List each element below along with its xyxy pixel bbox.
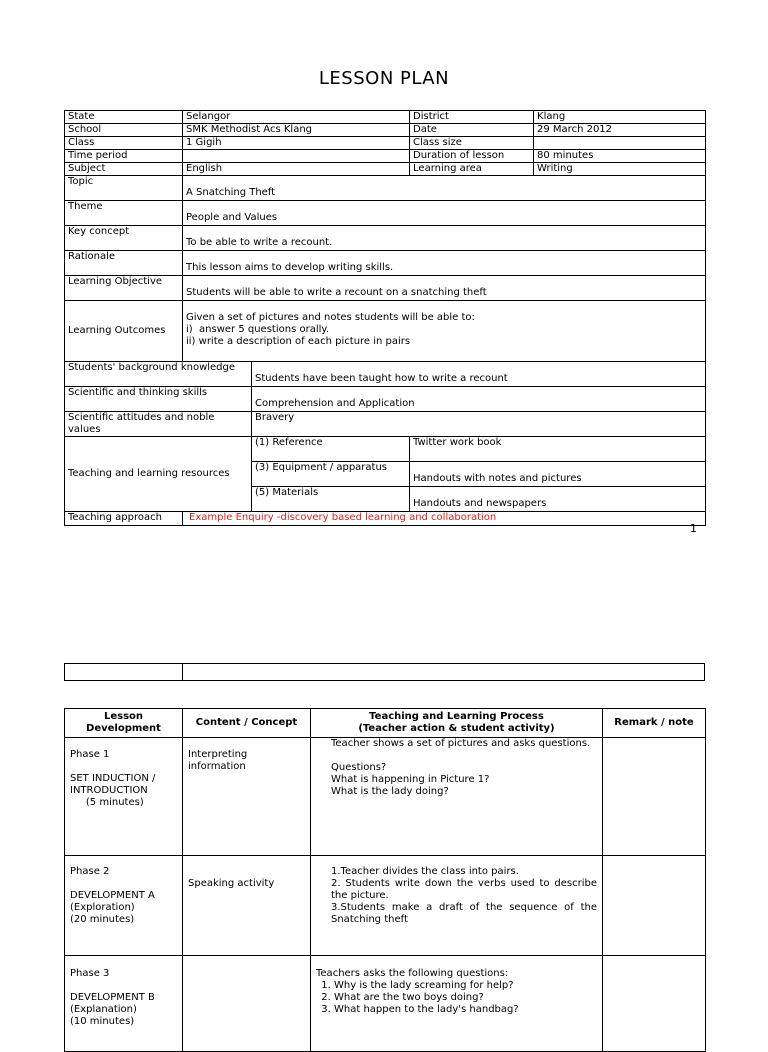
row-learning-objective bbox=[65, 276, 706, 301]
phase-2-content: Speaking activity bbox=[183, 856, 311, 956]
phase-2-step-2: 2. Students write down the verbs used to describe the picture. bbox=[331, 878, 601, 901]
key-concept-label: Key concept bbox=[65, 226, 183, 251]
reference-value: Twitter work book bbox=[410, 437, 706, 462]
thinking-skills-label: Scientific and thinking skills bbox=[65, 387, 252, 412]
theme-value: People and Values bbox=[183, 201, 706, 226]
thinking-skills-value: Comprehension and Application bbox=[252, 387, 706, 412]
outcomes-line-3: ii) write a description of each picture in pairs bbox=[186, 336, 411, 347]
background-value: Students have been taught how to write a recount bbox=[252, 362, 706, 387]
topic-value: A Snatching Theft bbox=[183, 176, 706, 201]
teaching-approach-value: Example Enquiry -discovery based learning and collaboration bbox=[183, 512, 706, 526]
row-school bbox=[65, 124, 706, 137]
header-remark: Remark / note bbox=[603, 709, 706, 738]
class-value: 1 Gigih bbox=[183, 137, 410, 150]
phase-1-stage-line-3: (5 minutes) bbox=[70, 797, 144, 808]
row-time-period bbox=[65, 150, 706, 163]
header-process bbox=[311, 709, 603, 738]
duration-label: Duration of lesson bbox=[410, 150, 534, 163]
phase-3-stage-line-2: (Explanation) bbox=[70, 1004, 137, 1015]
phase-2-stage-line-2: (Exploration) bbox=[70, 902, 135, 913]
phase-1-stage-line-1: SET INDUCTION / bbox=[70, 773, 156, 784]
phase-2-remark bbox=[603, 856, 706, 956]
phase-3-question: 3. What happen to the lady's handbag? bbox=[334, 1004, 597, 1016]
phase-3-stage-line-1: DEVELOPMENT B bbox=[70, 992, 155, 1003]
date-label: Date bbox=[410, 124, 534, 137]
phase-2-stage-line-3: (20 minutes) bbox=[70, 914, 135, 925]
row-background bbox=[65, 362, 706, 387]
key-concept-value: To be able to write a recount. bbox=[183, 226, 706, 251]
time-period-label: Time period bbox=[65, 150, 183, 163]
background-label: Students' background knowledge bbox=[65, 362, 252, 387]
class-size-value bbox=[534, 137, 706, 150]
class-label: Class bbox=[65, 137, 183, 150]
state-label: State bbox=[65, 111, 183, 124]
row-theme bbox=[65, 201, 706, 226]
rationale-value: This lesson aims to develop writing skills. bbox=[183, 251, 706, 276]
row-teaching-approach bbox=[65, 512, 706, 526]
phase-1-intro: Teacher shows a set of pictures and asks questions. bbox=[331, 738, 591, 749]
phase-3-stage bbox=[65, 956, 183, 1052]
phase-2-process bbox=[311, 856, 603, 956]
phase-2-step-3: 3.Students make a draft of the sequence of the Snatching theft bbox=[331, 902, 601, 925]
row-state bbox=[65, 111, 706, 124]
page-title: LESSON PLAN bbox=[318, 68, 450, 89]
equipment-label: (3) Equipment / apparatus bbox=[252, 462, 410, 487]
row-class bbox=[65, 137, 706, 150]
materials-label: (5) Materials bbox=[252, 487, 410, 512]
equipment-value: Handouts with notes and pictures bbox=[410, 462, 706, 487]
rationale-label: Rationale bbox=[65, 251, 183, 276]
attitudes-value: Bravery bbox=[252, 412, 706, 437]
phase-2-label: Phase 2 bbox=[70, 866, 110, 877]
learning-objective-value: Students will be able to write a recount on a snatching theft bbox=[183, 276, 706, 301]
phase-1-remark bbox=[603, 738, 706, 856]
phase-1-question-1: What is happening in Picture 1? bbox=[331, 774, 490, 785]
header-process-line-1: Teaching and Learning Process bbox=[369, 711, 544, 722]
blank-table bbox=[64, 663, 705, 681]
topic-label: Topic bbox=[65, 176, 183, 201]
learning-outcomes-label: Learning Outcomes bbox=[65, 301, 183, 362]
phase-3-question: 1. Why is the lady screaming for help? bbox=[334, 980, 597, 992]
materials-value: Handouts and newspapers bbox=[410, 487, 706, 512]
row-key-concept bbox=[65, 226, 706, 251]
phase-3-question-list bbox=[316, 980, 597, 1016]
state-value: Selangor bbox=[183, 111, 410, 124]
row-subject bbox=[65, 163, 706, 176]
attitudes-label: Scientific attitudes and noble values bbox=[65, 412, 252, 437]
phase-1-row bbox=[65, 738, 706, 856]
header-lesson-development: Lesson Development bbox=[65, 709, 183, 738]
time-period-value bbox=[183, 150, 410, 163]
phase-3-stage-line-3: (10 minutes) bbox=[70, 1016, 135, 1027]
reference-label: (1) Reference bbox=[252, 437, 410, 462]
phase-3-content bbox=[183, 956, 311, 1052]
phase-3-remark bbox=[603, 956, 706, 1052]
row-thinking-skills bbox=[65, 387, 706, 412]
row-topic bbox=[65, 176, 706, 201]
row-attitudes bbox=[65, 412, 706, 437]
date-value: 29 March 2012 bbox=[534, 124, 706, 137]
district-label: District bbox=[410, 111, 534, 124]
phase-3-label: Phase 3 bbox=[70, 968, 110, 979]
phase-2-row bbox=[65, 856, 706, 956]
row-learning-outcomes bbox=[65, 301, 706, 362]
header-content-concept: Content / Concept bbox=[183, 709, 311, 738]
subject-value: English bbox=[183, 163, 410, 176]
phase-3-intro: Teachers asks the following questions: bbox=[316, 968, 509, 979]
phase-1-stage bbox=[65, 738, 183, 856]
phase-2-stage bbox=[65, 856, 183, 956]
phase-3-row bbox=[65, 956, 706, 1052]
phase-1-stage-line-2: INTRODUCTION bbox=[70, 785, 148, 796]
school-label: School bbox=[65, 124, 183, 137]
outcomes-line-2: i) answer 5 questions orally. bbox=[186, 324, 330, 335]
blank-row bbox=[65, 664, 705, 681]
learning-area-value: Writing bbox=[534, 163, 706, 176]
row-resources-reference bbox=[65, 437, 706, 462]
subject-label: Subject bbox=[65, 163, 183, 176]
phase-1-label: Phase 1 bbox=[70, 749, 110, 760]
duration-value: 80 minutes bbox=[534, 150, 706, 163]
learning-outcomes-value bbox=[183, 301, 706, 362]
phase-1-questions-label: Questions? bbox=[331, 762, 387, 773]
teaching-approach-label: Teaching approach bbox=[65, 512, 183, 526]
learning-area-label: Learning area bbox=[410, 163, 534, 176]
phase-1-process bbox=[311, 738, 603, 856]
dev-header-row bbox=[65, 709, 706, 738]
lesson-development-table bbox=[64, 708, 706, 1052]
phase-1-content: Interpreting information bbox=[183, 738, 311, 856]
lesson-info-table bbox=[64, 110, 706, 526]
district-value: Klang bbox=[534, 111, 706, 124]
theme-label: Theme bbox=[65, 201, 183, 226]
phase-1-question-2: What is the lady doing? bbox=[331, 786, 449, 797]
page-number: 1 bbox=[690, 522, 697, 535]
school-value: SMK Methodist Acs Klang bbox=[183, 124, 410, 137]
phase-3-process bbox=[311, 956, 603, 1052]
phase-2-stage-line-1: DEVELOPMENT A bbox=[70, 890, 155, 901]
row-rationale bbox=[65, 251, 706, 276]
learning-objective-label: Learning Objective bbox=[65, 276, 183, 301]
outcomes-line-1: Given a set of pictures and notes students will be able to: bbox=[186, 312, 475, 323]
blank-cell-2 bbox=[183, 664, 705, 681]
blank-cell-1 bbox=[65, 664, 183, 681]
class-size-label: Class size bbox=[410, 137, 534, 150]
resources-label: Teaching and learning resources bbox=[65, 437, 252, 512]
phase-2-step-1: 1.Teacher divides the class into pairs. bbox=[331, 866, 519, 877]
header-process-line-2: (Teacher action & student activity) bbox=[358, 723, 555, 734]
phase-3-question: 2. What are the two boys doing? bbox=[334, 992, 597, 1004]
